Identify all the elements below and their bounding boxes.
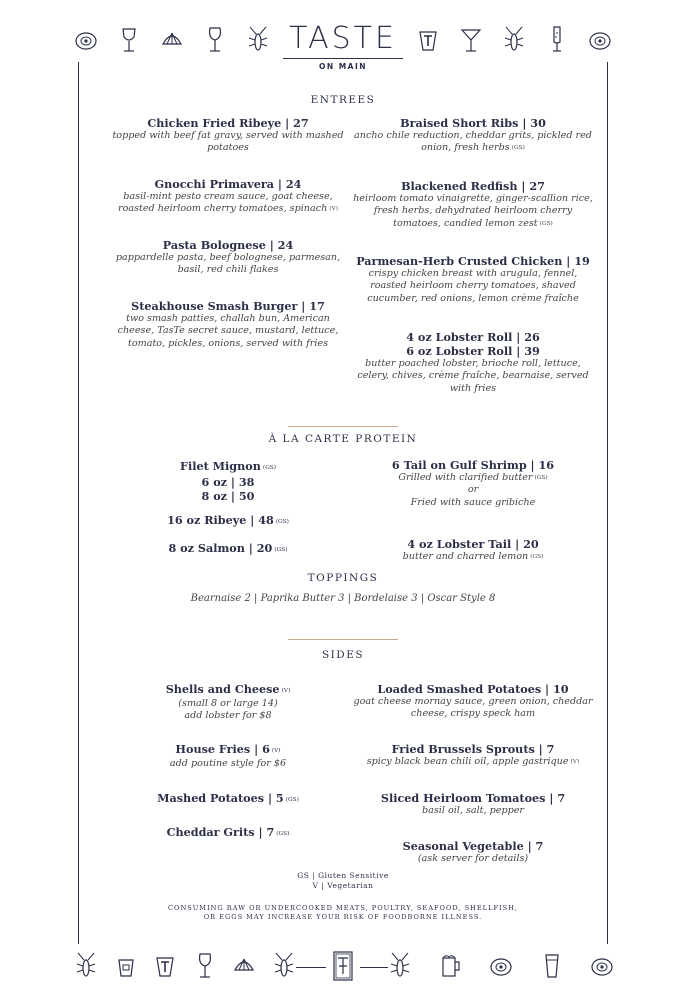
lobster-icon [272, 950, 296, 982]
menu-item-gnocchi-primavera [108, 177, 348, 216]
menu-item-parmesan-herb-chicken [350, 254, 596, 305]
wine-glass-icon [117, 24, 141, 56]
logo-rule [283, 58, 403, 59]
champagne-glass-icon [545, 24, 569, 56]
clam-icon [232, 950, 256, 982]
menu-item-seasonal-vegetable [350, 839, 596, 865]
item-name: House Fries | 6 (V) [175, 742, 281, 756]
item-size-6oz: 6 oz | 38 [201, 475, 255, 489]
item-description: heirloom tomato vinaigrette, ginger-scallion rice, fresh herbs, dehydrated heirloom cherry tomatoes, candied lemon zest (GS) [353, 193, 593, 229]
oyster-icon [74, 24, 98, 56]
item-name: 4 oz Lobster Roll | 26 [406, 330, 540, 344]
item-name: Shells and Cheese (V) [165, 682, 291, 696]
dietary-legend [0, 871, 686, 891]
top-left-icon-row [74, 18, 270, 62]
item-description: basil-mint pesto cream sauce, goat cheese, roasted heirloom cherry tomatoes, spinach (V) [118, 191, 338, 215]
item-description-or: or [467, 484, 479, 496]
protein-title: À LA CARTE PROTEIN [268, 433, 418, 445]
vegetarian-tag: (V) [570, 759, 580, 765]
gluten-sensitive-tag: (GS) [539, 220, 553, 227]
toppings-title: TOPPINGS [307, 572, 379, 584]
item-name: 6 Tail on Gulf Shrimp | 16 [391, 458, 555, 472]
item-size-options: (small 8 or large 14) [178, 698, 278, 709]
item-description: crispy chicken breast with arugula, fennel, roasted heirloom cherry tomatoes, shaved cucumber, red onions, lemon crème fraîche [367, 268, 579, 304]
item-name: Pasta Bolognese | 24 [162, 238, 294, 252]
legend-vegetarian: V | Vegetarian [312, 881, 374, 890]
item-name: 8 oz Salmon | 20 (GS) [168, 541, 288, 555]
item-name: Parmesan-Herb Crusted Chicken | 19 [356, 254, 590, 268]
wine-glass-icon [203, 24, 227, 56]
item-description: goat cheese mornay sauce, green onion, cheddar cheese, crispy speck ham [353, 696, 593, 720]
menu-item-smash-burger [108, 299, 348, 350]
taste-on-main-logo [268, 16, 418, 80]
cocktail-glass-icon [459, 24, 483, 56]
top-right-icon-row [416, 18, 612, 62]
item-description: butter poached lobster, brioche roll, lettuce, celery, chives, crème fraîche, bearnaise, served with fries [357, 358, 589, 394]
clam-icon [160, 24, 184, 56]
item-name: Steakhouse Smash Burger | 17 [131, 299, 325, 313]
beer-mug-icon [439, 950, 463, 982]
lobster-icon [388, 950, 412, 982]
gluten-sensitive-tag: (GS) [530, 554, 544, 560]
gluten-sensitive-tag: (GS) [276, 831, 290, 837]
pint-glass-icon [540, 950, 564, 982]
section-divider [288, 639, 398, 640]
item-name: Fried Brussels Sprouts | 7 [391, 742, 555, 756]
gluten-sensitive-tag: (GS) [274, 547, 288, 553]
warning-line-1: CONSUMING RAW OR UNDERCOOKED MEATS, POULTRY, SEAFOOD, SHELLFISH, [168, 904, 518, 912]
menu-item-braised-short-ribs [350, 116, 596, 155]
lobster-icon [74, 950, 98, 982]
menu-item-salmon [108, 541, 348, 557]
item-description: (ask server for details) [417, 853, 529, 864]
item-name: Filet Mignon (GS) [180, 459, 276, 473]
food-safety-warning [0, 904, 686, 922]
menu-item-chicken-fried-ribeye [108, 116, 348, 155]
sides-title: SIDES [321, 649, 365, 661]
item-name: 16 oz Ribeye | 48 (GS) [167, 513, 289, 527]
wine-glass-icon [193, 950, 217, 982]
whiskey-glass-icon [114, 950, 138, 982]
item-name: Chicken Fried Ribeye | 27 [147, 116, 309, 130]
section-divider [288, 426, 398, 427]
vegetarian-tag: (V) [271, 748, 281, 754]
menu-item-sliced-heirloom-tomatoes [350, 791, 596, 817]
item-description: two smash patties, challah bun, American cheese, TasTe secret sauce, mustard, lettuce, tomato, pickles, onions, served with fries [117, 313, 339, 349]
item-size-8oz: 8 oz | 50 [201, 489, 255, 503]
item-name: Loaded Smashed Potatoes | 10 [377, 682, 569, 696]
item-description-grilled: Grilled with clarified butter (GS) [398, 472, 548, 483]
steak-icon [416, 24, 440, 56]
bottom-left-icon-row [74, 944, 296, 988]
menu-item-shells-and-cheese [108, 682, 348, 723]
menu-item-mashed-potatoes [108, 791, 348, 807]
oyster-icon [489, 950, 513, 982]
oyster-icon [590, 950, 614, 982]
menu-item-fried-brussels-sprouts [350, 742, 596, 768]
gluten-sensitive-tag: (GS) [285, 797, 299, 803]
item-name-alt-size: 6 oz Lobster Roll | 39 [406, 344, 540, 358]
item-description: spicy black bean chili oil, apple gastrique (V) [366, 756, 580, 767]
item-description: butter and charred lemon (GS) [402, 551, 544, 562]
item-description: ancho chile reduction, cheddar grits, pickled red onion, fresh herbs (GS) [354, 130, 592, 154]
item-name: Seasonal Vegetable | 7 [402, 839, 544, 853]
item-name: 4 oz Lobster Tail | 20 [407, 537, 539, 551]
gluten-sensitive-tag: (GS) [275, 519, 289, 525]
item-description: topped with beef fat gravy, served with mashed potatoes [112, 130, 344, 154]
bottom-right-icon-row [388, 944, 614, 988]
gluten-sensitive-tag: (GS) [511, 145, 525, 152]
menu-item-gulf-shrimp [350, 458, 596, 509]
vegetarian-tag: (V) [329, 206, 338, 213]
item-name: Sliced Heirloom Tomatoes | 7 [380, 791, 566, 805]
menu-item-filet-mignon [108, 459, 348, 503]
item-description: pappardelle pasta, beef bolognese, parmesan, basil, red chili flakes [115, 252, 341, 276]
item-name: Blackened Redfish | 27 [401, 179, 545, 193]
oyster-icon [588, 24, 612, 56]
menu-item-loaded-smashed-potatoes [350, 682, 596, 721]
item-name: Mashed Potatoes | 5 (GS) [157, 791, 299, 805]
legend-gluten-sensitive: GS | Gluten Sensitive [297, 871, 389, 880]
menu-item-lobster-tail [350, 537, 596, 563]
steak-icon [153, 950, 177, 982]
menu-item-blackened-redfish [350, 179, 596, 230]
menu-item-lobster-roll [350, 330, 596, 395]
item-name: Cheddar Grits | 7 (GS) [166, 825, 290, 839]
item-name: Braised Short Ribs | 30 [400, 116, 546, 130]
warning-line-2: OR EGGS MAY INCREASE YOUR RISK OF FOODBORNE ILLNESS. [203, 913, 483, 921]
menu-item-cheddar-grits [108, 825, 348, 841]
menu-item-ribeye [108, 513, 348, 529]
lobster-icon [502, 24, 526, 56]
item-add-on: add poutine style for $6 [169, 758, 287, 769]
monogram-emblem [326, 944, 360, 988]
menu-item-pasta-bolognese [108, 238, 348, 277]
item-description: basil oil, salt, pepper [421, 805, 524, 816]
entrees-title: ENTREES [310, 94, 376, 106]
logo-title: TASTE [289, 21, 397, 56]
item-name: Gnocchi Primavera | 24 [154, 177, 302, 191]
item-add-on: add lobster for $8 [184, 710, 272, 722]
logo-subtitle: ON MAIN [318, 62, 368, 71]
toppings-list: Bearnaise 2 | Paprika Butter 3 | Bordelaise 3 | Oscar Style 8 [190, 593, 496, 604]
gluten-sensitive-tag: (GS) [534, 475, 548, 481]
menu-item-house-fries [108, 742, 348, 770]
vegetarian-tag: (V) [281, 688, 291, 694]
item-description-fried: Fried with sauce gribiche [410, 496, 536, 508]
gluten-sensitive-tag: (GS) [262, 465, 276, 471]
lobster-icon [246, 24, 270, 56]
